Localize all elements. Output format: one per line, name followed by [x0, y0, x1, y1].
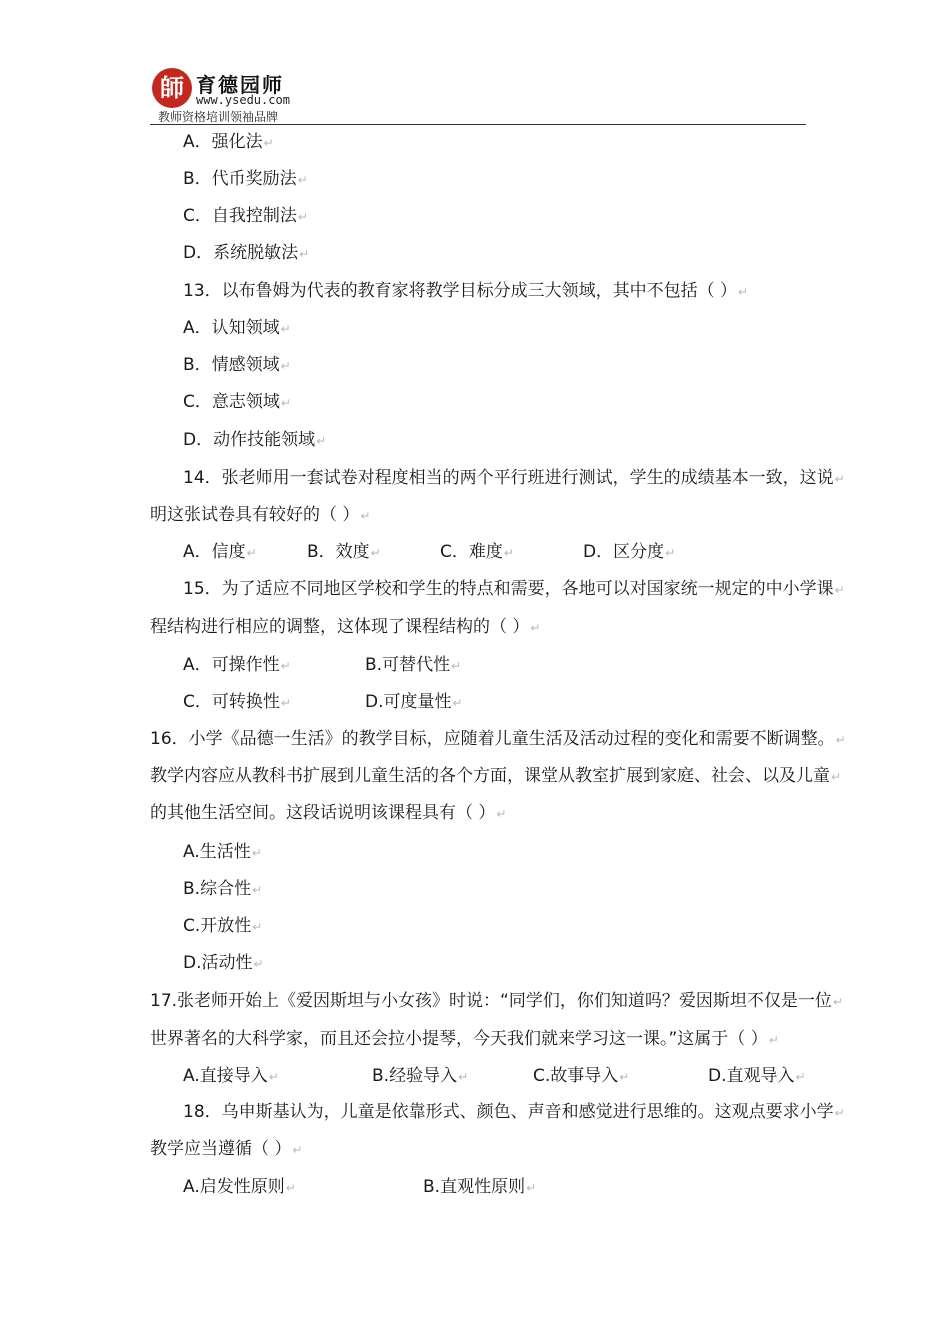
line-text: B.可替代性: [365, 655, 451, 675]
paragraph-mark-icon: ↵: [280, 396, 291, 410]
text-line: [183, 391, 291, 414]
paragraph-mark-icon: ↵: [316, 434, 327, 448]
paragraph-mark-icon: ↵: [285, 1181, 296, 1195]
text-line: [183, 1176, 296, 1199]
paragraph-mark-icon: ↵: [526, 1181, 537, 1195]
text-line: [183, 205, 308, 228]
line-text: A．强化法: [183, 132, 263, 152]
paragraph-mark-icon: ↵: [831, 770, 842, 784]
paragraph-mark-icon: ↵: [280, 359, 291, 373]
paragraph-mark-icon: ↵: [370, 546, 381, 560]
brand-slogan: 教师资格培训领袖品牌: [158, 110, 279, 124]
text-line: [423, 1176, 536, 1199]
line-text: C．可转换性: [183, 692, 280, 712]
line-text: 16．小学《品德一生活》的教学目标，应随着儿童生活及活动过程的变化和需要不断调整。: [150, 729, 835, 749]
text-line: [183, 578, 845, 601]
paragraph-mark-icon: ↵: [253, 957, 264, 971]
line-text: 18．乌申斯基认为，儿童是依靠形式、颜色、声音和感觉进行思维的。这观点要求小学: [183, 1102, 834, 1122]
line-text: A．可操作性: [183, 655, 280, 675]
text-line: [183, 841, 262, 864]
paragraph-mark-icon: ↵: [738, 285, 749, 299]
text-line: [307, 541, 381, 564]
header-divider: [150, 124, 806, 125]
paragraph-mark-icon: ↵: [768, 1033, 779, 1047]
paragraph-mark-icon: ↵: [297, 210, 308, 224]
text-line: [150, 990, 843, 1013]
line-text: C.开放性: [183, 916, 252, 936]
text-line: [372, 1065, 468, 1088]
text-line: [183, 1101, 845, 1124]
paragraph-mark-icon: ↵: [451, 659, 462, 673]
text-line: [183, 1065, 279, 1088]
paragraph-mark-icon: ↵: [251, 846, 262, 860]
paragraph-mark-icon: ↵: [299, 247, 310, 261]
line-text: 14．张老师用一套试卷对程度相当的两个平行班进行测试，学生的成绩基本一致，这说: [183, 468, 834, 488]
paragraph-mark-icon: ↵: [496, 807, 507, 821]
line-text: C.故事导入: [533, 1066, 619, 1086]
paragraph-mark-icon: ↵: [280, 322, 291, 336]
text-line: [183, 541, 257, 564]
paragraph-mark-icon: ↵: [619, 1070, 630, 1084]
line-text: A．信度: [183, 542, 246, 562]
line-text: D.活动性: [183, 953, 253, 973]
text-line: [150, 765, 841, 788]
line-text: C．自我控制法: [183, 206, 297, 226]
page-header: [150, 64, 810, 126]
text-line: [365, 654, 461, 677]
text-line: [150, 802, 506, 825]
paragraph-mark-icon: ↵: [292, 1143, 303, 1157]
text-line: [183, 168, 308, 191]
line-text: 程结构进行相应的调整，这体现了课程结构的（ ）: [150, 617, 530, 637]
paragraph-mark-icon: ↵: [268, 1070, 279, 1084]
paragraph-mark-icon: ↵: [503, 546, 514, 560]
text-line: [150, 728, 846, 751]
line-text: B．代币奖励法: [183, 169, 297, 189]
line-text: B.综合性: [183, 879, 252, 899]
paragraph-mark-icon: ↵: [452, 696, 463, 710]
text-line: [183, 878, 262, 901]
paragraph-mark-icon: ↵: [665, 546, 676, 560]
paragraph-mark-icon: ↵: [795, 1070, 806, 1084]
text-line: [183, 915, 262, 938]
line-text: A.启发性原则: [183, 1177, 285, 1197]
brand-name: 育德园师: [196, 73, 284, 97]
line-text: 15．为了适应不同地区学校和学生的特点和需要，各地可以对国家统一规定的中小学课: [183, 579, 834, 599]
text-line: [583, 541, 675, 564]
line-text: 教学应当遵循（ ）: [150, 1139, 292, 1159]
paragraph-mark-icon: ↵: [832, 995, 843, 1009]
text-line: [533, 1065, 629, 1088]
text-line: [150, 504, 370, 527]
text-line: [183, 131, 274, 154]
text-line: [183, 317, 291, 340]
line-text: 明这张试卷具有较好的（ ）: [150, 505, 360, 525]
paragraph-mark-icon: ↵: [834, 583, 845, 597]
text-line: [183, 467, 845, 490]
line-text: B.经验导入: [372, 1066, 458, 1086]
line-text: D.直观导入: [708, 1066, 795, 1086]
paragraph-mark-icon: ↵: [280, 659, 291, 673]
line-text: C．意志领域: [183, 392, 280, 412]
line-text: D．动作技能领域: [183, 430, 316, 450]
paragraph-mark-icon: ↵: [297, 173, 308, 187]
text-line: [183, 280, 748, 303]
text-line: [365, 691, 463, 714]
paragraph-mark-icon: ↵: [263, 136, 274, 150]
line-text: B．效度: [307, 542, 370, 562]
line-text: D．区分度: [583, 542, 665, 562]
line-text: D．系统脱敏法: [183, 243, 299, 263]
paragraph-mark-icon: ↵: [252, 920, 263, 934]
paragraph-mark-icon: ↵: [530, 621, 541, 635]
paragraph-mark-icon: ↵: [246, 546, 257, 560]
text-line: [183, 691, 291, 714]
line-text: A．认知领域: [183, 318, 280, 338]
paragraph-mark-icon: ↵: [458, 1070, 469, 1084]
paragraph-mark-icon: ↵: [360, 509, 371, 523]
line-text: A.生活性: [183, 842, 251, 862]
brand-logo-icon: 師: [152, 68, 192, 108]
text-line: [183, 429, 326, 452]
line-text: D.可度量性: [365, 692, 452, 712]
line-text: 世界著名的大科学家，而且还会拉小提琴，今天我们就来学习这一课。”这属于（ ）: [150, 1029, 768, 1049]
text-line: [183, 242, 309, 265]
text-line: [183, 952, 264, 975]
line-text: C．难度: [440, 542, 503, 562]
text-line: [183, 654, 291, 677]
line-text: 17.张老师开始上《爱因斯坦与小女孩》时说：“同学们，你们知道吗？爱因斯坦不仅是一位: [150, 991, 832, 1011]
line-text: 教学内容应从教科书扩展到儿童生活的各个方面，课堂从教室扩展到家庭、社会、以及儿童: [150, 766, 830, 786]
paragraph-mark-icon: ↵: [252, 883, 263, 897]
line-text: B．情感领域: [183, 355, 280, 375]
paragraph-mark-icon: ↵: [280, 696, 291, 710]
brand-url: www.ysedu.com: [196, 93, 290, 107]
line-text: 的其他生活空间。这段话说明该课程具有（ ）: [150, 803, 496, 823]
text-line: [150, 1028, 779, 1051]
text-line: [440, 541, 514, 564]
text-line: [150, 616, 540, 639]
line-text: A.直接导入: [183, 1066, 268, 1086]
text-line: [708, 1065, 806, 1088]
paragraph-mark-icon: ↵: [835, 733, 846, 747]
line-text: 13．以布鲁姆为代表的教育家将教学目标分成三大领域，其中不包括（ ）: [183, 281, 738, 301]
paragraph-mark-icon: ↵: [834, 472, 845, 486]
text-line: [183, 354, 291, 377]
paragraph-mark-icon: ↵: [834, 1106, 845, 1120]
text-line: [150, 1138, 302, 1161]
line-text: B.直观性原则: [423, 1177, 526, 1197]
